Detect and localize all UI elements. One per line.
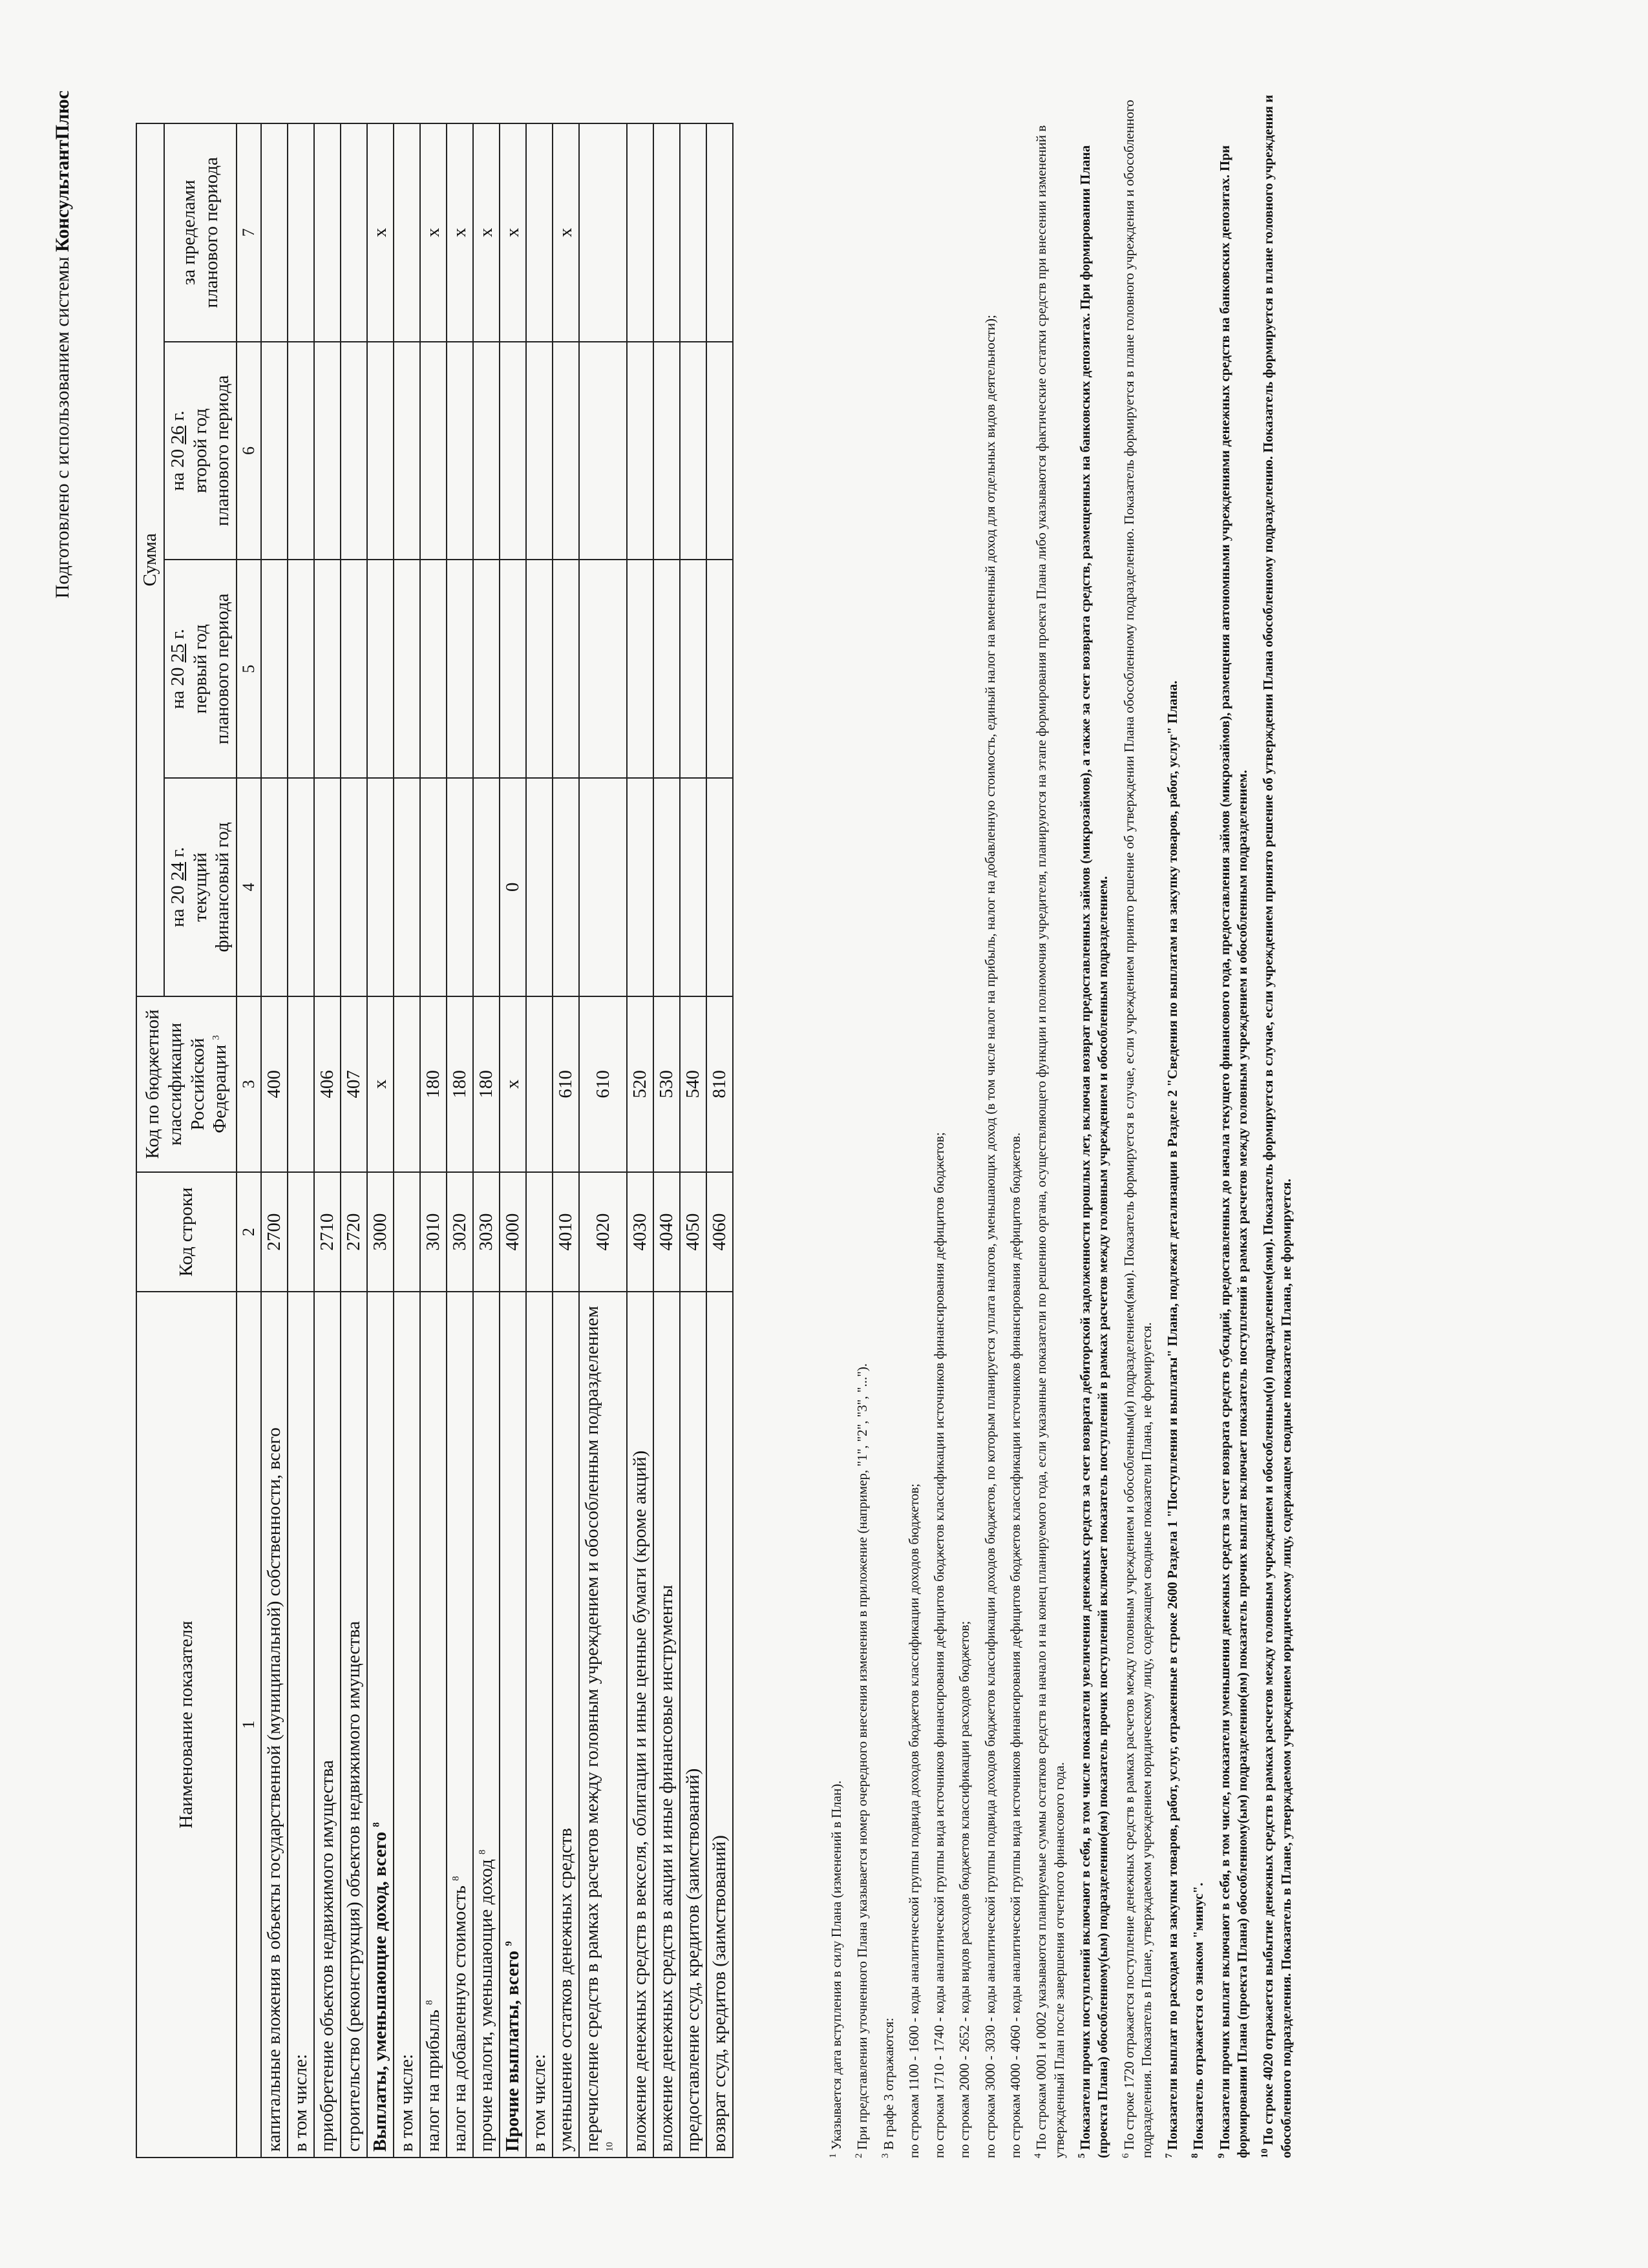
cell-c4: 0: [500, 778, 526, 996]
cell-c7: [653, 123, 680, 342]
table-row: [288, 123, 314, 2158]
table-row: [473, 123, 500, 2158]
col-head-current-year: на 20 24 г. текущий финансовый год: [164, 778, 237, 996]
cell-c7: x: [500, 123, 526, 342]
cell-c4: [579, 778, 627, 996]
cell-c5: [367, 560, 394, 778]
cell-bcode: 406: [314, 996, 341, 1172]
footnote: $^2$ При представлении уточненного Плана указывается номер очередного внесения изменения в приложение (например, "1", "2", "3", "...").: [854, 1363, 871, 2158]
cell-code: 2720: [341, 1172, 367, 1292]
cell-bcode: 407: [341, 996, 367, 1172]
table-row: [394, 123, 420, 2158]
cell-c7: [261, 123, 288, 342]
cell-c5: [314, 560, 341, 778]
table-row: [447, 123, 473, 2158]
footnote: по строкам 3000 - 3030 - коды аналитической группы подвида доходов бюджетов классификации доходов бюджетов, по которым планируется уплата налогов, уменьшающих доход (в том числе налог на прибыль, налог на добавленную стоимость, единый налог на вмененный доход для отдельных видов деятельности);: [982, 315, 998, 2158]
cell-bcode: 520: [627, 996, 653, 1172]
table-row: [420, 123, 447, 2158]
cell-c6: [288, 342, 314, 560]
table-row: [367, 123, 394, 2158]
cell-code: 4020: [579, 1172, 627, 1292]
cell-code: 4030: [627, 1172, 653, 1292]
column-number: 1: [237, 1292, 261, 2158]
cell-c7: [680, 123, 706, 342]
cell-code: 3010: [420, 1172, 447, 1292]
cell-bcode: 400: [261, 996, 288, 1172]
cell-c4: [288, 778, 314, 996]
cell-c7: x: [473, 123, 500, 342]
cell-c7: [579, 123, 627, 342]
cell-c5: [261, 560, 288, 778]
cell-code: 4010: [553, 1172, 579, 1292]
cell-c5: [473, 560, 500, 778]
row-name: строительство (реконструкция) объектов недвижимого имущества: [341, 1292, 367, 2158]
footnotes: [827, 90, 1303, 2158]
cell-c5: [680, 560, 706, 778]
cell-c6: [500, 342, 526, 560]
cell-c6: [526, 342, 553, 560]
column-number: 3: [237, 996, 261, 1172]
cell-code: 4040: [653, 1172, 680, 1292]
cell-bcode: [288, 996, 314, 1172]
cell-bcode: x: [367, 996, 394, 1172]
cell-c7: [314, 123, 341, 342]
cell-c5: [706, 560, 733, 778]
cell-code: 2710: [314, 1172, 341, 1292]
row-name: Прочие выплаты, всего $^9$: [500, 1292, 526, 2158]
footnote: по строкам 1710 - 1740 - коды аналитической группы вида источников финансирования дефицитов бюджетов классификации источников финансирования дефицитов бюджетов;: [931, 1132, 947, 2158]
cell-c6: [579, 342, 627, 560]
cell-c6: [447, 342, 473, 560]
footnote: по строкам 2000 - 2652 - коды видов расходов бюджетов классификации расходов бюджетов;: [956, 1621, 973, 2158]
cell-c4: [261, 778, 288, 996]
table-row: [680, 123, 706, 2158]
cell-bcode: 540: [680, 996, 706, 1172]
cell-c4: [680, 778, 706, 996]
footnote: $^9$ Показатели прочих выплат включают в себя, в том числе, показатели уменьшения денежных средств за счет возврата средств субсидий, предоставленных до начала текущего финансового года, предоставления займов (микрозаймов), размещения автономными учреждениями денежных средств на банковских депозитах. При формировании Плана (проекта Плана) обособленному(ым) подразделению(ям) показатель прочих выплат включает показатель поступлений в рамках расчетов между головным учреждением и обособленным подразделением.: [1216, 145, 1251, 2158]
cell-c7: x: [447, 123, 473, 342]
cell-code: 2700: [261, 1172, 288, 1292]
cell-c5: [394, 560, 420, 778]
cell-bcode: [394, 996, 420, 1172]
cell-c6: [653, 342, 680, 560]
col-head-name: Наименование показателя: [136, 1292, 237, 2158]
cell-c6: [473, 342, 500, 560]
cell-code: [526, 1172, 553, 1292]
cell-bcode: 180: [420, 996, 447, 1172]
cell-c4: [447, 778, 473, 996]
col-head-bcode: Код по бюджетной классификации Российской Федерации $^3$: [136, 996, 237, 1172]
row-name: возврат ссуд, кредитов (заимствований): [706, 1292, 733, 2158]
cell-c4: [420, 778, 447, 996]
cell-c7: x: [420, 123, 447, 342]
cell-c4: [473, 778, 500, 996]
cell-c7: [341, 123, 367, 342]
row-name: уменьшение остатков денежных средств: [553, 1292, 579, 2158]
row-name: предоставление ссуд, кредитов (заимствований): [680, 1292, 706, 2158]
col-head-code: Код строки: [136, 1172, 237, 1292]
footnote: $^6$ По строке 1720 отражается поступление денежных средств в рамках расчетов между головным учреждением и обособленным(и) подразделением(ями). Показатель формируется в случае, если учреждением принято решение об утверждении Плана обособленному подразделению. Показатель формируется в плане головного учреждения и обособленного подразделения. Показатель в Плане, утверждаемом учреждением юридическому лицу, содержащем сводные показатели Плана, не формируется.: [1120, 100, 1154, 2158]
cell-c5: [341, 560, 367, 778]
footnote: $^5$ Показатели прочих поступлений включают в себя, в том числе показатели увеличения денежных средств за счет возврата дебиторской задолженности прошлых лет, включая возврат предоставленных займов (микрозаймов), а также за счет возврата средств, размещенных на банковских депозитах. При формировании Плана (проекта Плана) обособленному(ым) подразделению(ям) показатель прочих поступлений включает показатель поступлений в рамках расчетов между головным учреждением и обособленным подразделением.: [1076, 145, 1111, 2158]
table-row: [261, 123, 288, 2158]
cell-bcode: x: [500, 996, 526, 1172]
row-name: в том числе:: [526, 1292, 553, 2158]
table-row: [526, 123, 553, 2158]
table-row: [627, 123, 653, 2158]
row-name: налог на добавленную стоимость $^8$: [447, 1292, 473, 2158]
cell-c4: [627, 778, 653, 996]
cell-c7: [394, 123, 420, 342]
column-number: 2: [237, 1172, 261, 1292]
cell-c6: [341, 342, 367, 560]
table-row: [553, 123, 579, 2158]
cell-c5: [579, 560, 627, 778]
cell-c5: [627, 560, 653, 778]
cell-code: 4050: [680, 1172, 706, 1292]
cell-code: 3030: [473, 1172, 500, 1292]
footnote: $^7$ Показатели выплат по расходам на закупки товаров, работ, услуг, отраженные в строке 2600 Раздела 1 "Поступления и выплаты" Плана, подлежат детализации в Разделе 2 "Сведения по выплатам на закупку товаров, работ, услуг" Плана.: [1164, 680, 1181, 2158]
footnote: $^4$ По строкам 0001 и 0002 указываются планируемые суммы остатков средств на начало и на конец планируемого года, если указанные показатели по решению органа, осуществляющего функции и полномочия учредителя, планируются на этапе формирования проекта Плана либо указываются фактические остатки средств при внесении изменений в утвержденный План после завершения отчетного финансового года.: [1033, 125, 1067, 2158]
cell-c5: [420, 560, 447, 778]
cell-bcode: 810: [706, 996, 733, 1172]
column-number: 7: [237, 123, 261, 342]
row-name: в том числе:: [288, 1292, 314, 2158]
cell-c6: [680, 342, 706, 560]
cell-c4: [314, 778, 341, 996]
col-head-beyond: за пределами планового периода: [164, 123, 237, 342]
cell-c7: [627, 123, 653, 342]
cell-c7: x: [553, 123, 579, 342]
row-name: капитальные вложения в объекты государственной (муниципальной) собственности, всего: [261, 1292, 288, 2158]
cell-c6: [706, 342, 733, 560]
column-number-row: [237, 123, 261, 2158]
row-name: приобретение объектов недвижимого имущества: [314, 1292, 341, 2158]
cell-bcode: 610: [553, 996, 579, 1172]
cell-c6: [553, 342, 579, 560]
cell-c5: [526, 560, 553, 778]
cell-c6: [367, 342, 394, 560]
cell-c5: [500, 560, 526, 778]
footnote: $^1$ Указывается дата вступления в силу Плана (изменений в План).: [828, 1780, 844, 2158]
cell-bcode: 180: [447, 996, 473, 1172]
cell-c4: [653, 778, 680, 996]
cell-c7: [706, 123, 733, 342]
row-name: вложение денежных средств в акции и иные финансовые инструменты: [653, 1292, 680, 2158]
cell-c7: x: [367, 123, 394, 342]
cell-code: 4060: [706, 1172, 733, 1292]
table-row: [500, 123, 526, 2158]
cell-c7: [526, 123, 553, 342]
table-row: [706, 123, 733, 2158]
row-name: вложение денежных средств в векселя, облигации и иные ценные бумаги (кроме акций): [627, 1292, 653, 2158]
prepared-text: Подготовлено с использованием системы: [52, 257, 73, 599]
table-row: [579, 123, 627, 2158]
table-row: [314, 123, 341, 2158]
cell-code: 4000: [500, 1172, 526, 1292]
cell-c6: [314, 342, 341, 560]
table-row: [341, 123, 367, 2158]
cell-c5: [288, 560, 314, 778]
cell-c6: [420, 342, 447, 560]
column-number: 4: [237, 778, 261, 996]
cell-c6: [261, 342, 288, 560]
col-head-plan-year-1: на 20 25 г. первый год планового периода: [164, 560, 237, 778]
brand-name: КонсультантПлюс: [52, 90, 73, 252]
cell-bcode: [526, 996, 553, 1172]
table-row: [653, 123, 680, 2158]
footnote: $^8$ Показатель отражается со знаком "минус".: [1190, 1882, 1207, 2158]
cell-code: [394, 1172, 420, 1292]
column-number: 5: [237, 560, 261, 778]
row-name: Выплаты, уменьшающие доход, всего $^8$: [367, 1292, 394, 2158]
plan-table: [136, 123, 734, 2158]
footnote: по строкам 1100 - 1600 - коды аналитической группы подвида доходов бюджетов классификации доходов бюджетов;: [905, 1483, 922, 2158]
row-name: прочие налоги, уменьшающие доход $^8$: [473, 1292, 500, 2158]
header-note: [52, 90, 74, 598]
footnote: $^{10}$ По строке 4020 отражается выбытие денежных средств в рамках расчетов между головным учреждением и обособленным(и) подразделением(ями). Показатель формируется в случае, если учреждением принято решение об утверждении Плана обособленному подразделению. Показатель формируется в плане головного учреждения и обособленного подразделения. Показатель в Плане, утверждаемом учреждением юридическому лицу, содержащем сводные показатели Плана, не формируется.: [1260, 94, 1294, 2158]
cell-code: 3020: [447, 1172, 473, 1292]
cell-c4: [553, 778, 579, 996]
col-head-sum: Сумма: [136, 123, 164, 996]
cell-c6: [394, 342, 420, 560]
cell-c4: [341, 778, 367, 996]
footnote: по строкам 4000 - 4060 - коды аналитической группы вида источников финансирования дефицитов бюджетов классификации источников финансирования дефицитов бюджетов.: [1008, 1132, 1024, 2158]
row-name: перечисление средств в рамках расчетов между головным учреждением и обособленным подразделением $^{10}$: [579, 1292, 627, 2158]
footnote: $^3$ В графе 3 отражаются:: [880, 2017, 896, 2158]
cell-bcode: 610: [579, 996, 627, 1172]
cell-bcode: 180: [473, 996, 500, 1172]
cell-code: 3000: [367, 1172, 394, 1292]
cell-c5: [653, 560, 680, 778]
cell-code: [288, 1172, 314, 1292]
cell-c4: [526, 778, 553, 996]
cell-c5: [447, 560, 473, 778]
col-head-plan-year-2: на 20 26 г. второй год планового периода: [164, 342, 237, 560]
cell-c4: [367, 778, 394, 996]
cell-c4: [394, 778, 420, 996]
column-number: 6: [237, 342, 261, 560]
cell-c5: [553, 560, 579, 778]
cell-c6: [627, 342, 653, 560]
cell-c7: [288, 123, 314, 342]
cell-c4: [706, 778, 733, 996]
row-name: налог на прибыль $^8$: [420, 1292, 447, 2158]
cell-bcode: 530: [653, 996, 680, 1172]
row-name: в том числе:: [394, 1292, 420, 2158]
